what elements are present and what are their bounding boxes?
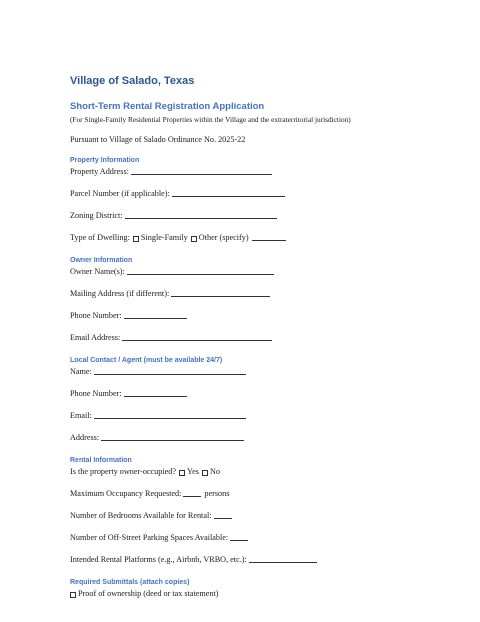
- contact-phone-label: Phone Number:: [70, 389, 122, 398]
- contact-address-label: Address:: [70, 433, 100, 442]
- max-occupancy-row: [70, 488, 415, 499]
- owner-phone-field[interactable]: [124, 310, 187, 319]
- parking-field[interactable]: [230, 532, 248, 541]
- rental-section: [70, 456, 415, 565]
- parking-row: [70, 532, 415, 543]
- contact-name-label: Name:: [70, 367, 92, 376]
- dwelling-type-label: Type of Dwelling:: [70, 233, 130, 242]
- contact-email-label: Email:: [70, 411, 92, 420]
- local-contact-section: [70, 356, 415, 443]
- owner-heading: Owner Information: [70, 257, 133, 264]
- owner-occupied-row: [70, 466, 415, 477]
- owner-name-label: Owner Name(s):: [70, 267, 125, 276]
- other-dwelling-checkbox[interactable]: [191, 236, 197, 242]
- owner-section: [70, 256, 415, 343]
- contact-address-row: [70, 432, 415, 443]
- owner-phone-label: Phone Number:: [70, 311, 122, 320]
- property-address-field[interactable]: [131, 166, 272, 175]
- rental-platforms-row: [70, 554, 415, 565]
- ordinance-reference: Pursuant to Village of Salado Ordinance No. 2025-22: [70, 135, 246, 144]
- occupancy-unit-label: persons: [204, 489, 230, 498]
- parcel-number-label: Parcel Number (if applicable):: [70, 189, 170, 198]
- mailing-address-row: [70, 288, 415, 299]
- bedrooms-field[interactable]: [214, 510, 232, 519]
- contact-phone-field[interactable]: [124, 388, 187, 397]
- owner-name-row: [70, 266, 415, 277]
- property-section: [70, 156, 415, 243]
- contact-phone-row: [70, 388, 415, 399]
- mailing-address-label: Mailing Address (if different):: [70, 289, 170, 298]
- other-dwelling-option-label: Other (specify): [198, 233, 249, 242]
- owner-name-field[interactable]: [127, 266, 274, 275]
- other-dwelling-specify-field[interactable]: [252, 232, 286, 241]
- document-body: [70, 74, 415, 610]
- owner-occupied-yes-checkbox[interactable]: [179, 470, 185, 476]
- zoning-district-field[interactable]: [125, 210, 277, 219]
- owner-phone-row: [70, 310, 415, 321]
- bedrooms-label: Number of Bedrooms Available for Rental:: [70, 511, 212, 520]
- dwelling-type-row: [70, 232, 415, 243]
- owner-occupied-no-label: No: [209, 467, 220, 476]
- contact-address-field[interactable]: [101, 432, 244, 441]
- owner-occupied-no-checkbox[interactable]: [202, 470, 208, 476]
- property-address-row: [70, 166, 415, 177]
- submittals-section: [70, 578, 415, 599]
- bedrooms-row: [70, 510, 415, 521]
- parcel-number-field[interactable]: [172, 188, 285, 197]
- contact-email-row: [70, 410, 415, 421]
- submittals-heading: Required Submittals (attach copies): [70, 579, 190, 586]
- proof-of-ownership-row: [70, 588, 415, 599]
- owner-email-field[interactable]: [122, 332, 272, 341]
- parcel-number-row: [70, 188, 415, 199]
- application-subtitle: (For Single-Family Residential Properties within the Village and the extraterritorial jurisdiction): [70, 115, 351, 124]
- village-title: Village of Salado, Texas: [70, 75, 195, 87]
- max-occupancy-label: Maximum Occupancy Requested:: [70, 489, 182, 498]
- rental-platforms-label: Intended Rental Platforms (e.g., Airbnb, VRBO, etc.):: [70, 555, 247, 564]
- property-heading: Property Information: [70, 157, 140, 164]
- single-family-option-label: Single-Family: [140, 233, 188, 242]
- application-title: Short-Term Rental Registration Application: [70, 101, 265, 112]
- mailing-address-field[interactable]: [171, 288, 270, 297]
- parking-label: Number of Off-Street Parking Spaces Available:: [70, 533, 229, 542]
- contact-email-field[interactable]: [94, 410, 246, 419]
- proof-of-ownership-label: Proof of ownership (deed or tax statement): [78, 589, 219, 598]
- zoning-district-label: Zoning District:: [70, 211, 123, 220]
- local-contact-heading: Local Contact / Agent (must be available 24/7): [70, 357, 223, 364]
- contact-name-row: [70, 366, 415, 377]
- owner-email-label: Email Address:: [70, 333, 121, 342]
- single-family-checkbox[interactable]: [133, 236, 139, 242]
- zoning-district-row: [70, 210, 415, 221]
- rental-platforms-field[interactable]: [249, 554, 317, 563]
- proof-of-ownership-checkbox[interactable]: [70, 592, 76, 598]
- owner-occupied-yes-label: Yes: [187, 467, 199, 476]
- rental-heading: Rental Information: [70, 457, 132, 464]
- property-address-label: Property Address:: [70, 167, 129, 176]
- contact-name-field[interactable]: [94, 366, 246, 375]
- owner-occupied-label: Is the property owner-occupied?: [70, 467, 177, 476]
- owner-email-row: [70, 332, 415, 343]
- max-occupancy-field[interactable]: [183, 488, 201, 497]
